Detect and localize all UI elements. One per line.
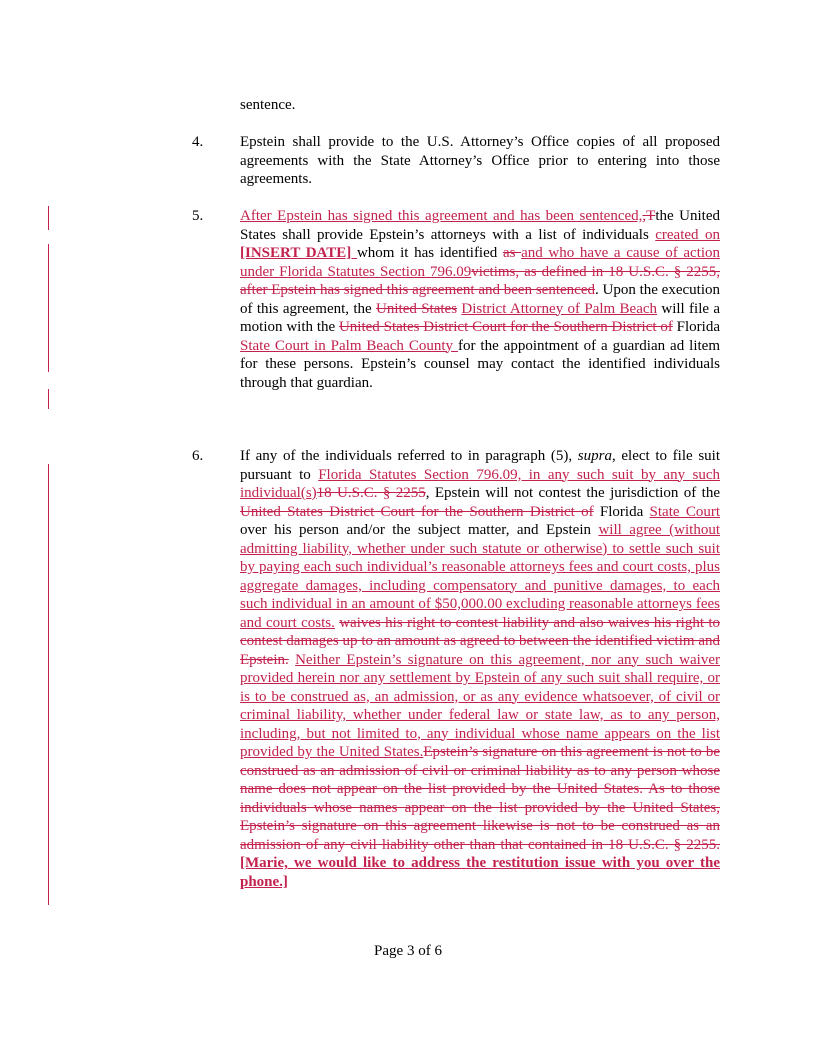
emphasis-text: supra bbox=[577, 448, 612, 464]
paragraph-6 bbox=[192, 447, 720, 891]
continued-sentence: sentence. bbox=[240, 97, 296, 113]
paragraph-number: 4. bbox=[192, 134, 204, 150]
paragraph-number: 6. bbox=[192, 448, 204, 464]
text-run: Florida bbox=[593, 503, 650, 520]
deleted-text: victims, as defined in 18 U.S.C. § 2255, after Epstein has signed this agreement and been sentenced bbox=[240, 263, 720, 298]
inserted-text: Florida Statutes Section 796.09, in any such suit by any such individual(s) bbox=[240, 466, 721, 501]
deleted-text: ,T bbox=[642, 208, 656, 224]
inserted-text: created on bbox=[655, 226, 720, 243]
inserted-text: After Epstein has signed this agreement and has been sentenced, bbox=[240, 208, 643, 224]
text-run: . Upon the execution of this agreement, the bbox=[240, 282, 720, 317]
inserted-text: and who have a cause of action under Florida Statutes Section 796.09 bbox=[240, 245, 721, 280]
deleted-text: United States bbox=[376, 300, 458, 317]
deleted-text: Epstein’s signature on this agreement is not to be construed as an admission of civil or criminal liability as to any person whose name does not appear on the list provided by the United States. As to those individuals whose names appear on the list provided by the United States, Epstein’s signature on this agreement likewise is not to be construed as an admission of any civil liability other than that contained in 18 U.S.C. § 2255. bbox=[240, 744, 720, 853]
text-run: over his person and/or the subject matter, and Epstein bbox=[240, 522, 599, 538]
change-bar bbox=[48, 206, 49, 230]
page-footer: Page 3 of 6 bbox=[374, 943, 442, 959]
deleted-text: as bbox=[502, 245, 522, 261]
paragraph-4 bbox=[192, 133, 720, 189]
text-run: , Epstein will not contest the jurisdiction of the bbox=[425, 485, 720, 501]
inserted-text: District Attorney of Palm Beach bbox=[461, 300, 658, 317]
deleted-text: United States District Court for the Southern District of bbox=[338, 319, 673, 335]
text-run: whom it has identified bbox=[356, 245, 503, 261]
inserted-text: Neither Epstein’s signature on this agreement, nor any such waiver provided herein nor any settlement by Epstein of any such suit shall require, or is to be construed as, an admission, or as any evidence whatsoever, of civil or criminal liability, whether under federal law or state law, as to any person, including, but not limited to, any individual whose name appears on the list provided by the United States. bbox=[240, 651, 720, 760]
text-run: If any of the individuals referred to in paragraph (5), bbox=[240, 448, 578, 464]
inserted-bold-text: [INSERT DATE] bbox=[240, 245, 357, 261]
text-run: will file a motion with the bbox=[240, 300, 721, 335]
change-bar bbox=[48, 244, 49, 372]
deleted-text: United States District Court for the Southern District of bbox=[240, 503, 594, 520]
change-bar bbox=[48, 389, 49, 409]
text-run: , elect to file suit pursuant to bbox=[240, 448, 720, 483]
change-bar bbox=[48, 464, 49, 905]
inserted-text: State Court bbox=[649, 503, 720, 520]
paragraph-body bbox=[240, 207, 720, 392]
inserted-bold-text: [Marie, we would like to address the restitution issue with you over the phone.] bbox=[240, 855, 720, 890]
text-run: Florida bbox=[672, 319, 720, 335]
inserted-text: will agree (without admitting liability, whether under such statute or otherwise) to settle such suit by paying each such individual’s reasonable attorneys fees and court costs, plus aggregate damages, including compensatory and punitive damages, to each such individual in an amount of $50,000.00 excluding reasonable attorneys fees and court costs. bbox=[240, 522, 720, 631]
deleted-text: waives his right to contest liability and also waives his right to contest damages up to an amount as agreed to between the identified victim and Epstein. bbox=[240, 614, 721, 668]
paragraph-number: 5. bbox=[192, 208, 204, 224]
paragraph-5 bbox=[192, 207, 720, 392]
paragraph-body bbox=[240, 447, 720, 891]
inserted-text: State Court in Palm Beach County bbox=[240, 337, 458, 354]
deleted-text: 18 U.S.C. § 2255 bbox=[316, 485, 426, 501]
paragraph-body: Epstein shall provide to the U.S. Attorney’s Office copies of all proposed agreements with the State Attorney’s Office prior to entering into those agreements. bbox=[240, 134, 720, 187]
text-run: for the appointment of a guardian ad litem for these persons. Epstein’s counsel may contact the identified individuals through that guardian. bbox=[240, 337, 720, 391]
text-run: the United States shall provide Epstein’s attorneys with a list of individuals bbox=[240, 208, 720, 243]
